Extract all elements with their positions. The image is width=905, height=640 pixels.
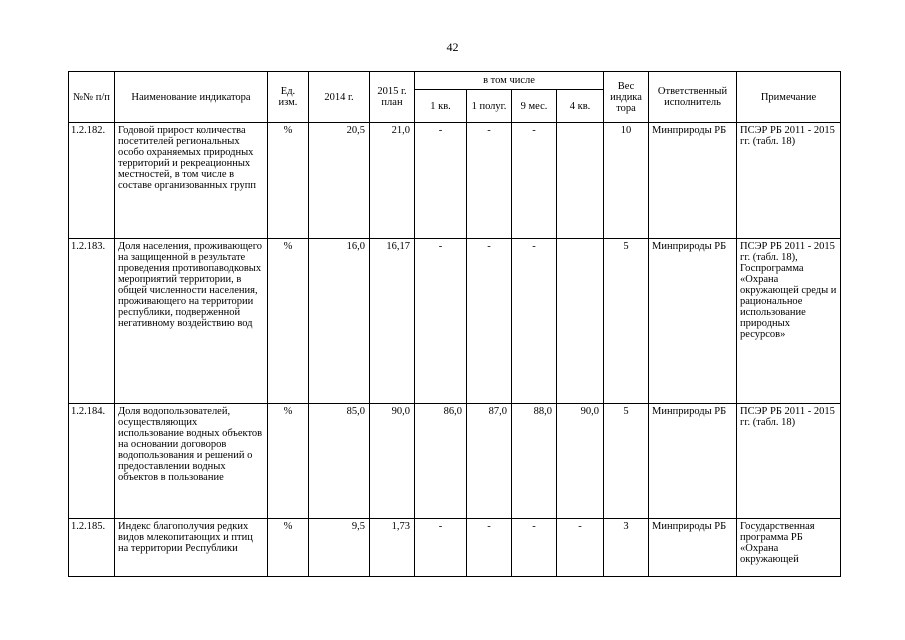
row-value-half: - [467, 123, 512, 239]
table-row [69, 519, 841, 577]
row-value-q4: 90,0 [557, 404, 604, 519]
row-responsible: Минприроды РБ [649, 239, 737, 404]
row-value-half: 87,0 [467, 404, 512, 519]
row-note: ПСЭР РБ 2011 - 2015 гг. (табл. 18), Госпрограмма «Охрана окружающей среды и рациональное использование природных ресурсов» [737, 239, 841, 404]
row-value-9m: 88,0 [512, 404, 557, 519]
row-value-q1: 86,0 [415, 404, 467, 519]
header-2015: 2015 г. план [370, 72, 415, 123]
row-note: ПСЭР РБ 2011 - 2015 гг. (табл. 18) [737, 123, 841, 239]
row-value-2014: 16,0 [309, 239, 370, 404]
header-weight: Вес индика тора [604, 72, 649, 123]
row-indicator-name: Доля водопользователей, осуществляющих использование водных объектов на основании договоров водопользования и решений о предоставлении водных объектов в пользование [115, 404, 268, 519]
row-weight: 5 [604, 404, 649, 519]
row-indicator-name: Годовой прирост количества посетителей региональных особо охраняемых природных территорий и рекреационных местностей, в том числе в составе организованных групп [115, 123, 268, 239]
row-responsible: Минприроды РБ [649, 519, 737, 577]
row-value-2014: 85,0 [309, 404, 370, 519]
header-half: 1 полуг. [467, 90, 512, 123]
indicators-table [68, 71, 841, 577]
row-value-q4 [557, 239, 604, 404]
row-unit: % [268, 519, 309, 577]
row-value-9m: - [512, 519, 557, 577]
table-row [69, 404, 841, 519]
header-note: Примечание [737, 72, 841, 123]
row-value-2015: 1,73 [370, 519, 415, 577]
row-value-q4 [557, 123, 604, 239]
row-unit: % [268, 123, 309, 239]
row-indicator-name: Индекс благополучия редких видов млекопитающих и птиц на территории Республики [115, 519, 268, 577]
row-num: 1.2.184. [69, 404, 115, 519]
header-q4: 4 кв. [557, 90, 604, 123]
row-value-2015: 21,0 [370, 123, 415, 239]
table-row [69, 123, 841, 239]
row-num: 1.2.185. [69, 519, 115, 577]
page-number: 42 [446, 40, 459, 54]
header-2014: 2014 г. [309, 72, 370, 123]
row-num: 1.2.182. [69, 123, 115, 239]
row-value-q4: - [557, 519, 604, 577]
header-num: №№ п/п [69, 72, 115, 123]
row-value-half: - [467, 519, 512, 577]
row-weight: 5 [604, 239, 649, 404]
row-value-q1: - [415, 239, 467, 404]
row-value-2014: 20,5 [309, 123, 370, 239]
row-value-9m: - [512, 239, 557, 404]
header-unit: Ед. изм. [268, 72, 309, 123]
header-row-1 [69, 72, 841, 90]
row-responsible: Минприроды РБ [649, 123, 737, 239]
row-unit: % [268, 239, 309, 404]
row-value-q1: - [415, 519, 467, 577]
row-weight: 3 [604, 519, 649, 577]
row-value-2014: 9,5 [309, 519, 370, 577]
row-weight: 10 [604, 123, 649, 239]
row-unit: % [268, 404, 309, 519]
table-row [69, 239, 841, 404]
header-q1: 1 кв. [415, 90, 467, 123]
row-value-2015: 90,0 [370, 404, 415, 519]
row-note: ПСЭР РБ 2011 - 2015 гг. (табл. 18) [737, 404, 841, 519]
header-9m: 9 мес. [512, 90, 557, 123]
row-value-9m: - [512, 123, 557, 239]
row-indicator-name: Доля населения, проживающего на защищенной в результате проведения противопаводковых мероприятий территории, в общей численности населения, проживающего на территории республики, подверженной негативному воздействию вод [115, 239, 268, 404]
row-num: 1.2.183. [69, 239, 115, 404]
row-responsible: Минприроды РБ [649, 404, 737, 519]
header-responsible: Ответственный исполнитель [649, 72, 737, 123]
row-value-half: - [467, 239, 512, 404]
row-value-2015: 16,17 [370, 239, 415, 404]
header-including: в том числе [415, 72, 604, 90]
header-name: Наименование индикатора [115, 72, 268, 123]
row-note: Государственная программа РБ «Охрана окружающей [737, 519, 841, 577]
row-value-q1: - [415, 123, 467, 239]
